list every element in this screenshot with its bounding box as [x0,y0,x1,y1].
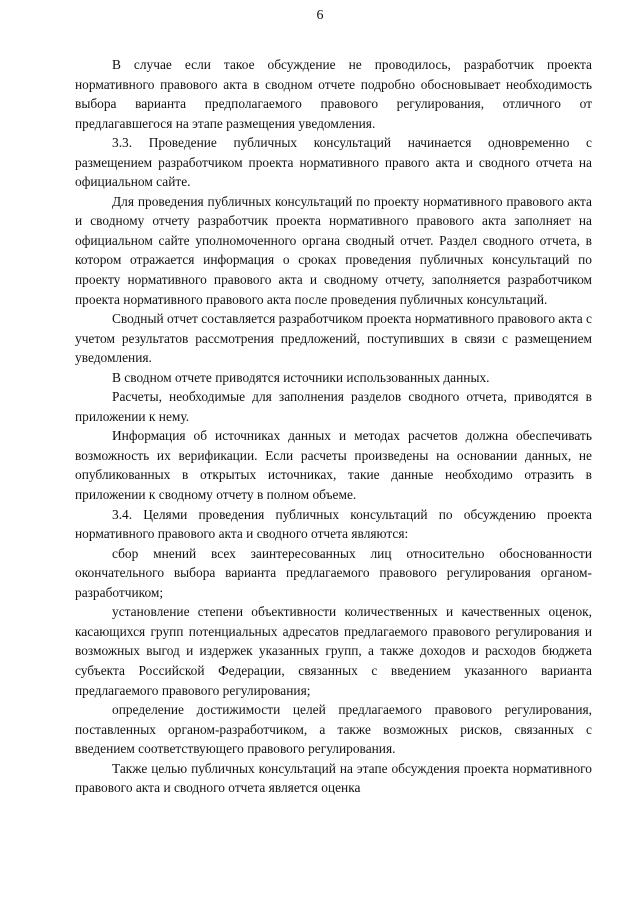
document-body [75,55,592,798]
paragraph: определение достижимости целей предлагаемого правового регулирования, поставленных органом-разработчиком, а также возможных рисков, связанных с введением соответствующего правового регулирования. [75,702,592,757]
paragraph: Для проведения публичных консультаций по проекту нормативного правового акта и сводному отчету разработчик проекта нормативного правового акта заполняет на официальном сайте уполномоченного органа сводный отчет. Раздел сводного отчета, в котором отражается информация о сроках проведения публичных консультаций по проекту нормативного правового акта и сводному отчету, заполняется разработчиком проекта нормативного правового акта после проведения публичных консультаций. [75,193,592,307]
page-number: 6 [316,8,324,23]
paragraph: В сводном отчете приводятся источники использованных данных. [112,369,490,385]
paragraph: Расчеты, необходимые для заполнения разделов сводного отчета, приводятся в приложении к нему. [75,389,592,424]
paragraph: Сводный отчет составляется разработчиком проекта нормативного правового акта с учетом результатов рассмотрения предложений, поступивших в связи с размещением уведомления. [75,311,592,366]
paragraph: 3.4. Целями проведения публичных консультаций по обсуждению проекта нормативного правового акта и сводного отчета являются: [75,506,592,542]
paragraph: Информация об источниках данных и методах расчетов должна обеспечивать возможность их верификации. Если расчеты произведены на основании данных, не опубликованных в открытых источниках, такие данные необходимо отразить в приложении к сводному отчету в полном объеме. [75,428,592,503]
paragraph: 3.3. Проведение публичных консультаций начинается одновременно с размещением разработчиком проекта нормативного правого акта и сводного отчета на официальном сайте. [75,135,592,190]
paragraph: Также целью публичных консультаций на этапе обсуждения проекта нормативного правового акта и сводного отчета является оценка [75,760,592,796]
paragraph: установление степени объективности количественных и качественных оценок, касающихся групп потенциальных адресатов предлагаемого правового регулирования и возможных выгод и издержек указанных групп, а также доходов и расходов бюджета субъекта Российской Федерации, связанных с введением указанного варианта предлагаемого правового регулирования; [75,604,592,698]
paragraph: В случае если такое обсуждение не проводилось, разработчик проекта нормативного правового акта в сводном отчете подробно обосновывает необходимость выбора варианта предполагаемого правового регулирования, отличного от предлагавшегося на этапе размещения уведомления. [75,57,592,131]
paragraph: сбор мнений всех заинтересованных лиц относительно обоснованности окончательного выбора варианта предлагаемого правового регулирования органом-разработчиком; [75,545,592,600]
